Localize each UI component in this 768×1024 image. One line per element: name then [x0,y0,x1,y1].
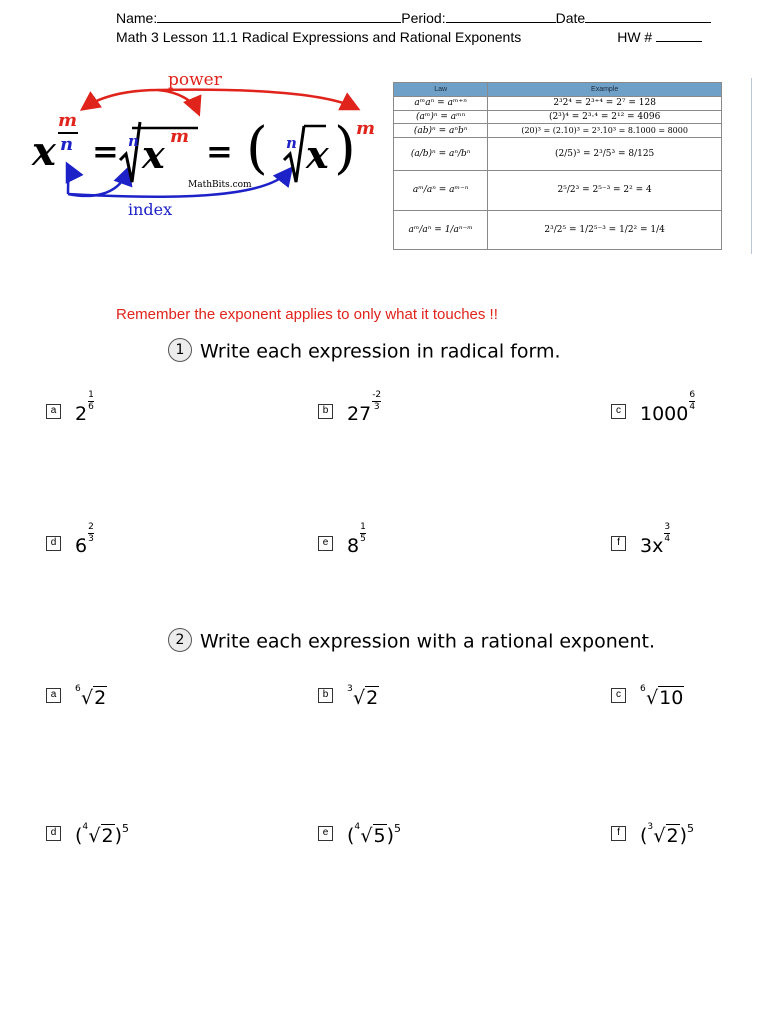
radical: 4 √2 [82,821,114,847]
rational-exponent: $\frac{2}{3}$ [88,521,94,544]
problem-label: b [318,404,333,419]
radical: 4 √5 [354,821,386,847]
example-cell: 2³/2⁵ = 1/2⁵⁻³ = 1/2² = 1/4 [488,210,722,249]
example-cell: 2³2⁴ = 2³⁺⁴ = 2⁷ = 128 [488,96,722,110]
example-cell: 2⁵/2³ = 2⁵⁻³ = 2² = 4 [488,171,722,210]
problem-label: d [46,826,61,841]
example-cell: (2³)⁴ = 2³·⁴ = 2¹² = 4096 [488,110,722,124]
law-cell: aᵐaⁿ = aᵐ⁺ⁿ [394,96,488,110]
problem-label: c [611,688,626,703]
base: 3x [640,534,664,557]
s1-problem-c [611,389,696,425]
hw-label: HW # [617,29,653,45]
problem-label: e [318,536,333,551]
root-index-2: n [286,134,297,152]
problem-label: e [318,826,333,841]
problem-label: a [46,404,61,419]
problem-label: d [46,536,61,551]
example-cell: (20)³ = (2.10)³ = 2³.10³ = 8.1000 = 8000 [488,124,722,138]
table-row [394,138,722,171]
period-label: Period: [401,10,446,26]
s2-problem-c [611,683,684,709]
s1-problem-f [611,521,671,557]
table-row [394,110,722,124]
radical: 6 √10 [640,683,684,709]
name-label: Name: [116,10,158,26]
rational-exponent: $\frac{3}{4}$ [664,521,671,544]
base: 1000 [640,402,689,425]
rational-exponent: $\frac{1}{6}$ [88,389,94,412]
table-row [394,96,722,110]
radicand-x: x [142,132,165,177]
reminder-text: Remember the exponent applies to only what it touches !! [116,306,498,323]
hw-blank[interactable] [656,27,702,42]
s1-problem-e [318,521,366,557]
base: 27 [347,402,372,425]
radical-exponent-formula [28,70,378,220]
radicand-x-2: x [306,132,329,177]
problem-label: f [611,536,626,551]
section-2-instructions: Write each expression with a rational exponent. [200,630,655,653]
problem-label: c [611,404,626,419]
problem-label: f [611,826,626,841]
date-blank[interactable] [585,8,711,23]
outer-power-m: m [356,118,376,139]
open-paren: ( [246,116,268,181]
s1-problem-a [46,389,94,425]
date-label: Date [555,10,586,26]
radical: 6 √2 [75,683,107,709]
radicand-power-m: m [170,126,190,147]
table-row [394,124,722,138]
table-header-example: Example [488,83,722,97]
law-cell: aᵐ/aⁿ = 1/aⁿ⁻ᵐ [394,210,488,249]
s2-problem-e: e ( 4 √5)$^5$ [318,824,401,847]
header-line-1 [116,8,711,26]
root-index-1: n [128,132,139,150]
s2-problem-a [46,683,107,709]
equals-2: = [206,132,233,170]
rational-exponent: $\frac{1}{5}$ [360,521,366,544]
s1-problem-b [318,389,382,425]
section-1-number: 1 [168,338,192,362]
credit-text: MathBits.com [188,180,252,190]
header-line-2 [116,27,702,45]
rational-exponent: $\frac{-2}{3}$ [372,389,382,412]
s2-problem-b [318,683,379,709]
section-1-title [168,340,561,364]
law-cell: aᵐ/aⁿ = aᵐ⁻ⁿ [394,171,488,210]
power-label: power [168,70,222,90]
table-row [394,210,722,249]
close-paren: ) [334,116,356,181]
s2-problem-d: d ( 4 √2)$^5$ [46,824,129,847]
name-blank[interactable] [157,8,401,23]
course-title: Math 3 Lesson 11.1 Radical Expressions and Rational Exponents [116,29,522,45]
index-label: index [128,200,173,219]
law-cell: (a/b)ⁿ = aⁿ/bⁿ [394,138,488,171]
section-2-title [168,630,655,654]
law-cell: (aᵐ)ⁿ = aᵐⁿ [394,110,488,124]
exponent-n: n [60,134,74,155]
section-2-number: 2 [168,628,192,652]
equals-1: = [92,132,119,170]
section-1-instructions: Write each expression in radical form. [200,340,561,363]
exponent-laws-table [393,82,722,250]
table-header-law: Law [394,83,488,97]
radical: 3 √2 [647,821,679,847]
period-blank[interactable] [446,8,556,23]
s2-problem-f: f ( 3 √2)$^5$ [611,824,694,847]
base: 8 [347,534,360,557]
problem-label: b [318,688,333,703]
example-cell: (2/5)³ = 2³/5³ = 8/125 [488,138,722,171]
s1-problem-d [46,521,94,557]
table-row [394,171,722,210]
exponent-m: m [58,110,78,131]
divider [751,78,752,254]
law-cell: (ab)ⁿ = aⁿbⁿ [394,124,488,138]
rational-exponent: $\frac{6}{4}$ [689,389,696,412]
base: 2 [75,402,88,425]
base-x: x [32,128,56,175]
problem-label: a [46,688,61,703]
radical: 3 √2 [347,683,379,709]
base: 6 [75,534,88,557]
